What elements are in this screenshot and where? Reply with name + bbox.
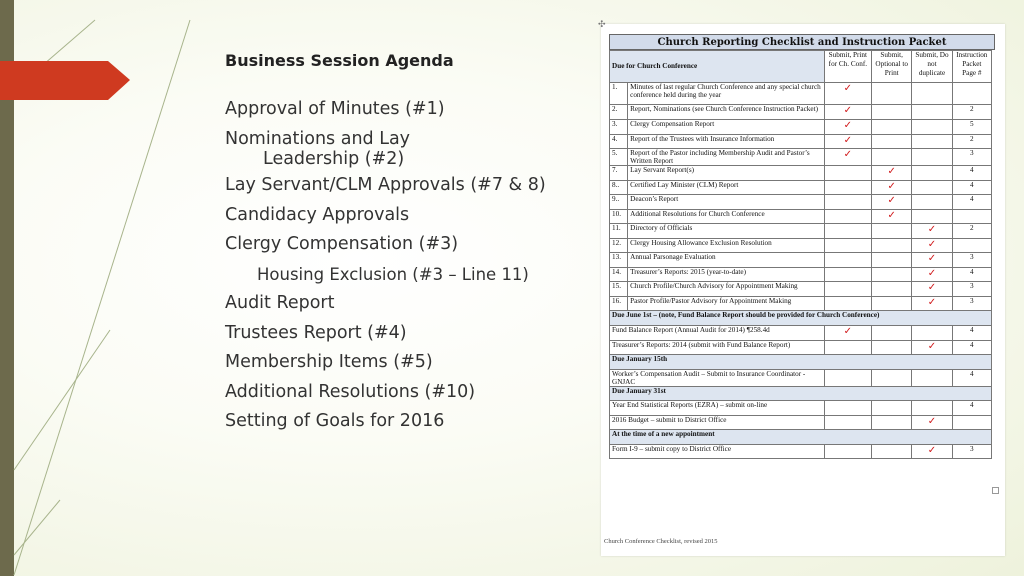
checklist-row — [610, 369, 992, 386]
row-description: Form I-9 – submit copy to District Office — [610, 444, 825, 459]
checklist-row — [610, 195, 992, 210]
empty-cell — [872, 105, 912, 120]
empty-cell — [912, 120, 952, 135]
checklist-row — [610, 267, 992, 282]
empty-cell — [824, 282, 871, 297]
row-number: 11. — [610, 224, 628, 239]
col-header: Instruction Packet Page # — [952, 51, 991, 83]
checkmark-icon: ✓ — [824, 149, 871, 166]
checklist-row — [610, 134, 992, 149]
checkmark-icon: ✓ — [912, 238, 952, 253]
page-number — [952, 83, 991, 105]
empty-cell — [912, 134, 952, 149]
empty-cell — [872, 326, 912, 341]
page-number: 4 — [952, 401, 991, 416]
checklist-row — [610, 180, 992, 195]
row-description: 2016 Budget – submit to District Office — [610, 415, 825, 430]
agenda-item: Audit Report — [225, 293, 335, 313]
empty-cell — [872, 282, 912, 297]
row-description: Report, Nominations (see Church Conference Instruction Packet) — [628, 105, 825, 120]
checklist-row — [610, 430, 992, 445]
col-header: Submit, Do not duplicate — [912, 51, 952, 83]
empty-cell — [824, 401, 871, 416]
checklist-row — [610, 149, 992, 166]
row-description: Certified Lay Minister (CLM) Report — [628, 180, 825, 195]
empty-cell — [912, 180, 952, 195]
checklist-footnote: Church Conference Checklist, revised 2015 — [604, 538, 718, 545]
row-description: Clergy Compensation Report — [628, 120, 825, 135]
checklist-table — [609, 50, 992, 459]
col-header: Submit, Optional to Print — [872, 51, 912, 83]
row-description: Worker’s Compensation Audit – Submit to Insurance Coordinator - GNJAC — [610, 369, 825, 386]
checkmark-icon: ✓ — [872, 209, 912, 224]
resize-handle[interactable] — [992, 487, 999, 494]
checklist-row — [610, 401, 992, 416]
agenda-item: Lay Servant/CLM Approvals (#7 & 8) — [225, 175, 546, 195]
page-number: 2 — [952, 224, 991, 239]
row-description: Year End Statistical Reports (EZRA) – submit on-line — [610, 401, 825, 416]
empty-cell — [872, 296, 912, 311]
row-number: 12. — [610, 238, 628, 253]
page-number: 4 — [952, 369, 991, 386]
checkmark-icon: ✓ — [824, 105, 871, 120]
page-number: 3 — [952, 282, 991, 297]
checkmark-icon: ✓ — [912, 340, 952, 355]
row-description: Fund Balance Report (Annual Audit for 2014) ¶258.4d — [610, 326, 825, 341]
checkmark-icon: ✓ — [824, 134, 871, 149]
checkmark-icon: ✓ — [872, 195, 912, 210]
empty-cell — [824, 224, 871, 239]
checklist-row — [610, 253, 992, 268]
checklist-row — [610, 340, 992, 355]
move-handle-icon[interactable]: ✣ — [598, 20, 606, 30]
page-number — [952, 415, 991, 430]
empty-cell — [912, 369, 952, 386]
row-description: Annual Parsonage Evaluation — [628, 253, 825, 268]
checklist-section-label: Due January 31st — [610, 386, 992, 401]
checkmark-icon: ✓ — [912, 415, 952, 430]
page-number: 3 — [952, 444, 991, 459]
empty-cell — [872, 134, 912, 149]
section-header: Due for Church Conference — [610, 51, 825, 83]
checkmark-icon: ✓ — [912, 224, 952, 239]
checklist-row — [610, 105, 992, 120]
agenda-item: Nominations and Lay — [225, 128, 411, 149]
checklist-row — [610, 120, 992, 135]
checklist-row — [610, 238, 992, 253]
row-description: Clergy Housing Allowance Exclusion Resolution — [628, 238, 825, 253]
checkmark-icon: ✓ — [912, 296, 952, 311]
empty-cell — [872, 253, 912, 268]
empty-cell — [912, 83, 952, 105]
empty-cell — [912, 401, 952, 416]
checkmark-icon: ✓ — [912, 444, 952, 459]
empty-cell — [872, 267, 912, 282]
empty-cell — [824, 267, 871, 282]
empty-cell — [912, 166, 952, 181]
row-number: 8.. — [610, 180, 628, 195]
checklist-row — [610, 355, 992, 370]
empty-cell — [912, 195, 952, 210]
row-number: 3. — [610, 120, 628, 135]
checklist-row — [610, 415, 992, 430]
col-header: Submit, Print for Ch. Conf. — [824, 51, 871, 83]
checkmark-icon: ✓ — [872, 180, 912, 195]
checkmark-icon: ✓ — [912, 282, 952, 297]
page-number: 4 — [952, 267, 991, 282]
checkmark-icon: ✓ — [912, 267, 952, 282]
row-number: 1. — [610, 83, 628, 105]
empty-cell — [824, 209, 871, 224]
row-description: Report of the Pastor including Membership Audit and Pastor’s Written Report — [628, 149, 825, 166]
page-number: 5 — [952, 120, 991, 135]
checkmark-icon: ✓ — [872, 166, 912, 181]
empty-cell — [824, 180, 871, 195]
agenda-item: Leadership (#2) — [263, 149, 405, 169]
page-number: 2 — [952, 105, 991, 120]
empty-cell — [872, 238, 912, 253]
row-number: 9.. — [610, 195, 628, 210]
checklist-row — [610, 386, 992, 401]
page-number: 3 — [952, 253, 991, 268]
row-description: Additional Resolutions for Church Conference — [628, 209, 825, 224]
page-number — [952, 238, 991, 253]
empty-cell — [872, 149, 912, 166]
empty-cell — [872, 340, 912, 355]
empty-cell — [824, 195, 871, 210]
checklist-row — [610, 209, 992, 224]
empty-cell — [872, 83, 912, 105]
empty-cell — [912, 209, 952, 224]
checklist-row — [610, 326, 992, 341]
empty-cell — [824, 369, 871, 386]
page-number: 3 — [952, 296, 991, 311]
agenda-item: Approval of Minutes (#1) — [225, 99, 445, 119]
row-description: Minutes of last regular Church Conference and any special church conference held during the year — [628, 83, 825, 105]
empty-cell — [872, 401, 912, 416]
page-number: 4 — [952, 180, 991, 195]
checklist-section-label: Due June 1st – (note, Fund Balance Report should be provided for Church Conference) — [610, 311, 992, 326]
empty-cell — [912, 105, 952, 120]
agenda-item: Clergy Compensation (#3) — [225, 234, 459, 254]
agenda-list — [225, 95, 585, 437]
page-number: 4 — [952, 195, 991, 210]
empty-cell — [824, 166, 871, 181]
empty-cell — [872, 120, 912, 135]
agenda-item: Candidacy Approvals — [225, 204, 410, 225]
empty-cell — [824, 296, 871, 311]
checklist-row — [610, 83, 992, 105]
checklist-row — [610, 311, 992, 326]
row-number: 2. — [610, 105, 628, 120]
row-number: 15. — [610, 282, 628, 297]
page-number: 3 — [952, 149, 991, 166]
row-number: 10. — [610, 209, 628, 224]
empty-cell — [824, 253, 871, 268]
row-number: 7. — [610, 166, 628, 181]
row-number: 16. — [610, 296, 628, 311]
agenda-item: Additional Resolutions (#10) — [225, 381, 476, 402]
checklist-row — [610, 296, 992, 311]
row-description: Treasurer’s Reports: 2014 (submit with Fund Balance Report) — [610, 340, 825, 355]
empty-cell — [872, 444, 912, 459]
row-number: 4. — [610, 134, 628, 149]
row-description: Report of the Trustees with Insurance Information — [628, 134, 825, 149]
row-description: Treasurer’s Reports: 2015 (year-to-date) — [628, 267, 825, 282]
checklist-section-label: Due January 15th — [610, 355, 992, 370]
empty-cell — [872, 224, 912, 239]
page-number: 2 — [952, 134, 991, 149]
checklist-section-label: At the time of a new appointment — [610, 430, 992, 445]
row-number: 13. — [610, 253, 628, 268]
row-description: Pastor Profile/Pastor Advisory for Appointment Making — [628, 296, 825, 311]
checklist-row — [610, 444, 992, 459]
empty-cell — [912, 149, 952, 166]
agenda-item: Membership Items (#5) — [225, 352, 433, 372]
checklist-row — [610, 224, 992, 239]
agenda-item: Setting of Goals for 2016 — [225, 411, 445, 431]
checkmark-icon: ✓ — [824, 326, 871, 341]
checkmark-icon: ✓ — [824, 120, 871, 135]
page-number: 4 — [952, 326, 991, 341]
checklist-title: Church Reporting Checklist and Instruction Packet — [609, 34, 995, 50]
empty-cell — [824, 238, 871, 253]
agenda-item: Trustees Report (#4) — [225, 322, 407, 343]
empty-cell — [872, 415, 912, 430]
page-number: 4 — [952, 340, 991, 355]
empty-cell — [872, 369, 912, 386]
agenda-item: Housing Exclusion (#3 – Line 11) — [257, 264, 529, 284]
row-description: Lay Servant Report(s) — [628, 166, 825, 181]
checklist-row — [610, 282, 992, 297]
empty-cell — [824, 340, 871, 355]
empty-cell — [912, 326, 952, 341]
page-number: 4 — [952, 166, 991, 181]
checkmark-icon: ✓ — [912, 253, 952, 268]
checklist-row — [610, 166, 992, 181]
row-description: Church Profile/Church Advisory for Appointment Making — [628, 282, 825, 297]
page-number — [952, 209, 991, 224]
row-description: Deacon’s Report — [628, 195, 825, 210]
empty-cell — [824, 415, 871, 430]
red-ribbon — [0, 61, 130, 100]
checkmark-icon: ✓ — [824, 83, 871, 105]
slide-title: Business Session Agenda — [225, 51, 454, 70]
row-description: Directory of Officials — [628, 224, 825, 239]
row-number: 5. — [610, 149, 628, 166]
row-number: 14. — [610, 267, 628, 282]
empty-cell — [824, 444, 871, 459]
